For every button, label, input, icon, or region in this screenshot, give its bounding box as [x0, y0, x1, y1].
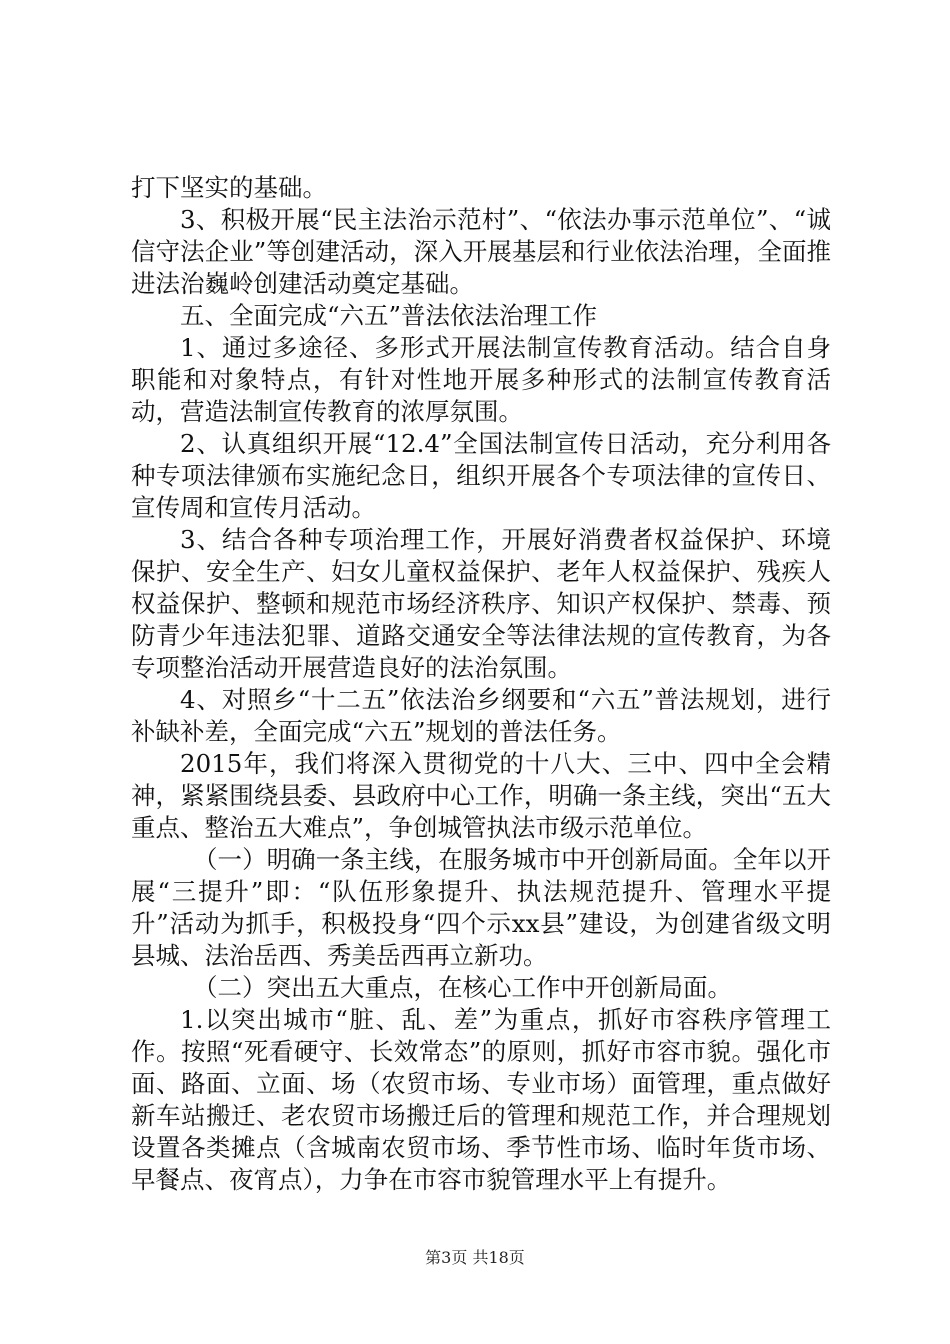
paragraph-item-3-demonstration: 3、积极开展“民主法治示范村”、“依法办事示范单位”、“诚信守法企业”等创建活动，深入开展基层和行业依法治理，全面推进法治巍岭创建活动奠定基础。 — [131, 205, 831, 298]
section-heading-five: 五、全面完成“六五”普法依法治理工作 — [180, 301, 598, 330]
paragraph-item-1-publicity: 1、通过多途径、多形式开展法制宣传教育活动。结合自身职能和对象特点，有针对性地开展多种形式的法制宣传教育活动，营造法制宣传教育的浓厚氛围。 — [131, 333, 831, 426]
document-body — [131, 172, 831, 1196]
paragraph-item-2-law-day: 2、认真组织开展“12.4”全国法制宣传日活动，充分利用各种专项法律颁布实施纪念日，组织开展各个专项法律的宣传日、宣传周和宣传月活动。 — [131, 429, 831, 522]
paragraph-2015-plan: 2015年，我们将深入贯彻党的十八大、三中、四中全会精神，紧紧围绕县委、县政府中心工作，明确一条主线，突出“五大重点、整治五大难点”，争创城管执法市级示范单位。 — [131, 749, 831, 842]
paragraph-continuation: 打下坚实的基础。 — [131, 173, 327, 202]
page-footer — [0, 1245, 950, 1268]
paragraph-five-priorities: （二）突出五大重点，在核心工作中开创新局面。 — [193, 973, 732, 1002]
paragraph-item-3-special-governance: 3、结合各种专项治理工作，开展好消费者权益保护、环境保护、安全生产、妇女儿童权益保护、老年人权益保护、残疾人权益保护、整顿和规范市场经济秩序、知识产权保护、禁毒、预防青少年违法犯罪、道路交通安全等法律法规的宣传教育，为各专项整治活动开展营造良好的法治氛围。 — [131, 525, 831, 682]
paragraph-main-line: （一）明确一条主线，在服务城市中开创新局面。全年以开展“三提升”即：“队伍形象提升、执法规范提升、管理水平提升”活动为抓手，积极投身“四个示xx县”建设，为创建省级文明县城、法治岳西、秀美岳西再立新功。 — [131, 845, 831, 970]
page-number-indicator: 第3页 共18页 — [425, 1248, 525, 1267]
paragraph-item-4-plan: 4、对照乡“十二五”依法治乡纲要和“六五”普法规划，进行补缺补差，全面完成“六五”规划的普法任务。 — [131, 685, 831, 746]
paragraph-city-order: 1.以突出城市“脏、乱、差”为重点，抓好市容秩序管理工作。按照“死看硬守、长效常态”的原则，抓好市容市貌。强化市面、路面、立面、场（农贸市场、专业市场）面管理，重点做好新车站搬迁、老农贸市场搬迁后的管理和规范工作，并合理规划设置各类摊点（含城南农贸市场、季节性市场、临时年货市场、早餐点、夜宵点），力争在市容市貌管理水平上有提升。 — [131, 1005, 831, 1194]
